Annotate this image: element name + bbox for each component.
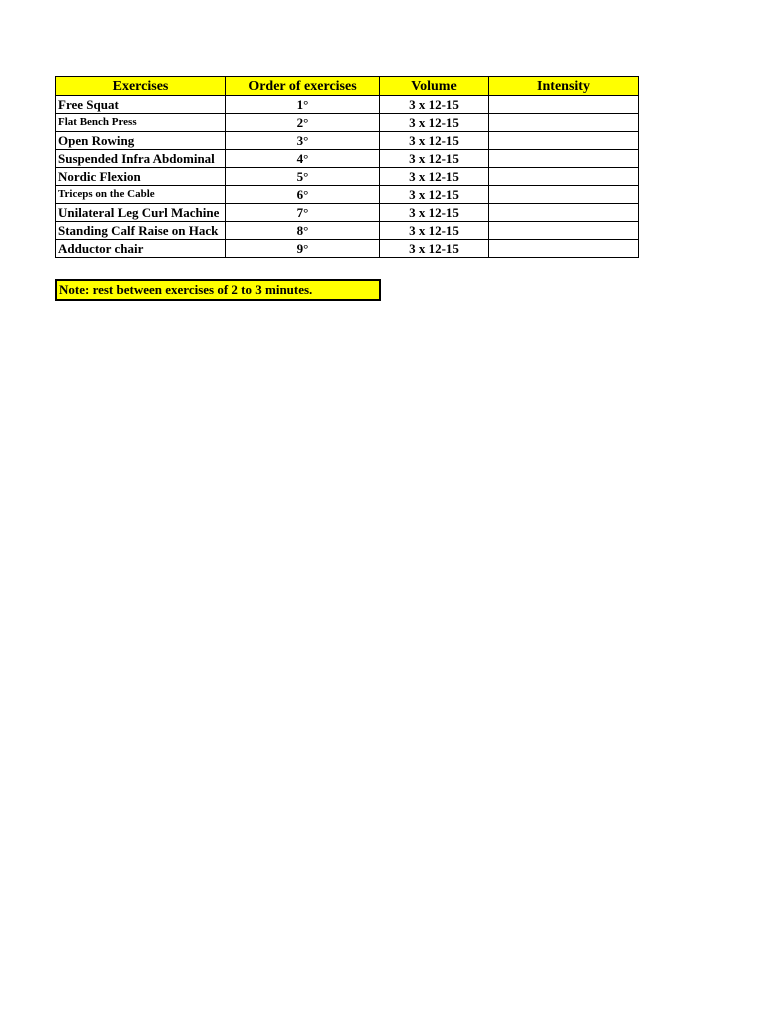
order-cell: 4° xyxy=(226,150,380,168)
volume-cell: 3 x 12-15 xyxy=(380,96,489,114)
exercise-cell: Nordic Flexion xyxy=(56,168,226,186)
order-cell: 9° xyxy=(226,240,380,258)
exercise-cell: Adductor chair xyxy=(56,240,226,258)
exercise-cell: Unilateral Leg Curl Machine xyxy=(56,204,226,222)
order-cell: 2° xyxy=(226,114,380,132)
intensity-cell xyxy=(489,168,639,186)
volume-cell: 3 x 12-15 xyxy=(380,114,489,132)
order-cell: 1° xyxy=(226,96,380,114)
volume-cell: 3 x 12-15 xyxy=(380,204,489,222)
table-row xyxy=(56,96,639,114)
exercise-cell: Triceps on the Cable xyxy=(56,186,226,204)
intensity-cell xyxy=(489,114,639,132)
intensity-cell xyxy=(489,204,639,222)
intensity-cell xyxy=(489,186,639,204)
table-row xyxy=(56,150,639,168)
exercise-cell: Open Rowing xyxy=(56,132,226,150)
table-row xyxy=(56,240,639,258)
header-volume: Volume xyxy=(380,77,489,96)
intensity-cell xyxy=(489,132,639,150)
volume-cell: 3 x 12-15 xyxy=(380,240,489,258)
volume-cell: 3 x 12-15 xyxy=(380,132,489,150)
order-cell: 6° xyxy=(226,186,380,204)
order-cell: 3° xyxy=(226,132,380,150)
order-cell: 7° xyxy=(226,204,380,222)
order-cell: 8° xyxy=(226,222,380,240)
table-row xyxy=(56,222,639,240)
table-row xyxy=(56,114,639,132)
table-row xyxy=(56,204,639,222)
header-row xyxy=(56,77,639,96)
exercise-cell: Suspended Infra Abdominal xyxy=(56,150,226,168)
volume-cell: 3 x 12-15 xyxy=(380,186,489,204)
exercise-table xyxy=(55,76,639,258)
intensity-cell xyxy=(489,240,639,258)
exercise-cell: Flat Bench Press xyxy=(56,114,226,132)
rest-note: Note: rest between exercises of 2 to 3 minutes. xyxy=(55,279,381,301)
intensity-cell xyxy=(489,150,639,168)
table-row xyxy=(56,168,639,186)
order-cell: 5° xyxy=(226,168,380,186)
volume-cell: 3 x 12-15 xyxy=(380,150,489,168)
intensity-cell xyxy=(489,222,639,240)
table-row xyxy=(56,132,639,150)
header-exercises: Exercises xyxy=(56,77,226,96)
volume-cell: 3 x 12-15 xyxy=(380,222,489,240)
volume-cell: 3 x 12-15 xyxy=(380,168,489,186)
intensity-cell xyxy=(489,96,639,114)
exercise-cell: Standing Calf Raise on Hack xyxy=(56,222,226,240)
header-intensity: Intensity xyxy=(489,77,639,96)
header-order: Order of exercises xyxy=(226,77,380,96)
table-row xyxy=(56,186,639,204)
exercise-cell: Free Squat xyxy=(56,96,226,114)
